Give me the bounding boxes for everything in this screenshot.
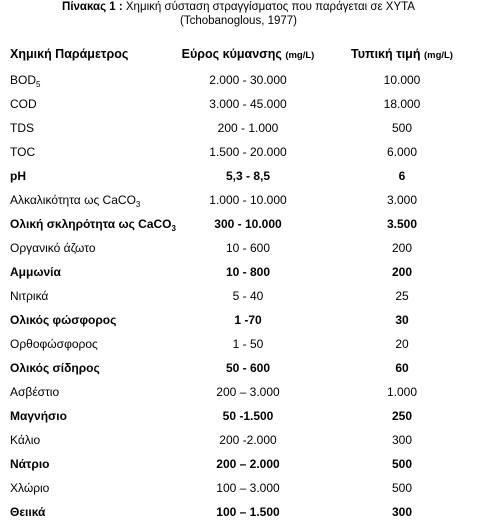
parameter-name: Ολικός φώσφορος — [10, 313, 117, 327]
cell-range: 5,3 - 8,5 — [225, 169, 271, 183]
cell-typical: 60 — [395, 361, 409, 375]
cell-typical: 1.000 — [386, 385, 418, 399]
cell-parameter — [10, 456, 50, 472]
header-typical — [332, 47, 472, 61]
cell-range: 200 -2.000 — [219, 433, 277, 447]
cell-parameter — [10, 72, 40, 88]
cell-typical: 18.000 — [383, 97, 421, 111]
cell-range: 5 - 40 — [232, 289, 264, 303]
cell-range: 1.000 - 10.000 — [209, 193, 287, 207]
caption-label: Πίνακας 1 : — [62, 1, 123, 13]
parameter-name: Ασβέστιο — [10, 385, 60, 399]
cell-range: 200 - 1.000 — [217, 121, 279, 135]
cell-typical: 6 — [398, 169, 406, 183]
cell-parameter — [10, 312, 116, 328]
parameter-name: Οργανικό άζωτο — [10, 241, 96, 255]
cell-typical: 10.000 — [383, 73, 421, 87]
cell-typical: 6.000 — [386, 145, 418, 159]
cell-parameter — [10, 336, 98, 352]
parameter-subscript: 3 — [171, 224, 176, 233]
parameter-name: TOC — [10, 145, 36, 159]
cell-parameter — [10, 288, 48, 304]
header-typical-label: Τυπική τιμή — [351, 47, 421, 61]
cell-parameter — [10, 264, 61, 280]
table-row — [0, 432, 477, 455]
table-row — [0, 408, 477, 431]
parameter-subscript: 3 — [135, 200, 141, 209]
cell-range: 10 - 800 — [225, 265, 271, 279]
cell-parameter — [10, 480, 49, 496]
cell-parameter — [10, 144, 35, 160]
cell-parameter — [10, 192, 140, 208]
table-row — [0, 192, 477, 215]
parameter-name: Αλκαλικότητα ως CaCO — [10, 193, 136, 207]
parameter-name: TDS — [10, 121, 34, 135]
cell-typical: 3.500 — [386, 217, 418, 231]
table-row — [0, 288, 477, 311]
header-parameter: Χημική Παράμετρος — [10, 47, 129, 61]
header-range-unit: (mg/L) — [285, 50, 315, 61]
cell-range: 50 -1.500 — [222, 409, 274, 423]
table-row — [0, 480, 477, 503]
cell-parameter — [10, 360, 100, 376]
cell-range: 1 -70 — [234, 313, 262, 327]
table-row — [0, 384, 477, 407]
cell-parameter — [10, 384, 59, 400]
table-row — [0, 264, 477, 287]
cell-range: 300 - 10.000 — [214, 217, 282, 231]
cell-typical: 500 — [391, 457, 413, 471]
cell-typical: 20 — [395, 337, 409, 351]
caption-text: Χημική σύσταση στραγγίσματος που παράγεται σε ΧΥΤΑ — [125, 1, 415, 13]
caption-source: (Tchobanoglous, 1977) — [180, 15, 297, 27]
cell-typical: 300 — [391, 433, 413, 447]
parameter-name: Θειικά — [10, 505, 46, 519]
parameter-name: Μαγνήσιο — [10, 409, 67, 423]
table-row — [0, 120, 477, 143]
table-row — [0, 168, 477, 191]
parameter-name: Κάλιο — [10, 433, 41, 447]
parameter-name: BOD — [10, 73, 37, 87]
cell-typical: 200 — [391, 241, 413, 255]
cell-typical: 500 — [391, 121, 413, 135]
table-row — [0, 360, 477, 383]
cell-range: 3.000 - 45.000 — [209, 97, 287, 111]
header-range — [162, 47, 334, 61]
cell-typical: 200 — [391, 265, 413, 279]
cell-parameter — [10, 408, 67, 424]
cell-range: 50 - 600 — [225, 361, 271, 375]
header-typical-unit: (mg/L) — [423, 50, 453, 61]
cell-typical: 500 — [391, 481, 413, 495]
parameter-name: Νάτριο — [10, 457, 50, 471]
cell-parameter — [10, 504, 45, 520]
cell-range: 200 – 3.000 — [216, 385, 280, 399]
cell-typical: 300 — [391, 505, 413, 519]
cell-typical: 250 — [391, 409, 413, 423]
cell-typical: 30 — [395, 313, 409, 327]
table-caption — [0, 0, 477, 14]
cell-parameter — [10, 240, 96, 256]
table-row — [0, 312, 477, 335]
cell-range: 2.000 - 30.000 — [209, 73, 287, 87]
cell-range: 100 – 3.000 — [216, 481, 280, 495]
parameter-name: Χλώριο — [10, 481, 50, 495]
cell-parameter — [10, 216, 176, 232]
cell-range: 1.500 - 20.000 — [209, 145, 287, 159]
table-row — [0, 216, 477, 239]
cell-parameter — [10, 96, 37, 112]
cell-parameter — [10, 432, 40, 448]
parameter-name: Αμμωνία — [10, 265, 61, 279]
parameter-name: COD — [10, 97, 37, 111]
cell-range: 200 – 2.000 — [216, 457, 280, 471]
parameter-name: Ολική σκληρότητα ως CaCO — [10, 217, 172, 231]
header-range-label: Εύρος κύμανσης — [181, 47, 282, 61]
cell-typical: 25 — [395, 289, 409, 303]
table-row — [0, 504, 477, 527]
table-row — [0, 96, 477, 119]
cell-range: 100 – 1.500 — [216, 505, 280, 519]
table-row — [0, 144, 477, 167]
parameter-subscript: 5 — [36, 80, 41, 89]
parameter-name: Ορθοφώσφορος — [10, 337, 98, 351]
cell-range: 10 - 600 — [225, 241, 271, 255]
cell-parameter — [10, 120, 34, 136]
table-row — [0, 240, 477, 263]
parameter-name: Νιτρικά — [10, 289, 49, 303]
cell-range: 1 - 50 — [232, 337, 264, 351]
table-row — [0, 72, 477, 95]
parameter-name: pH — [10, 169, 26, 183]
parameter-name: Ολικός σίδηρος — [10, 361, 100, 375]
table-row — [0, 456, 477, 479]
cell-parameter — [10, 168, 26, 184]
cell-typical: 3.000 — [386, 193, 418, 207]
table-row — [0, 336, 477, 359]
